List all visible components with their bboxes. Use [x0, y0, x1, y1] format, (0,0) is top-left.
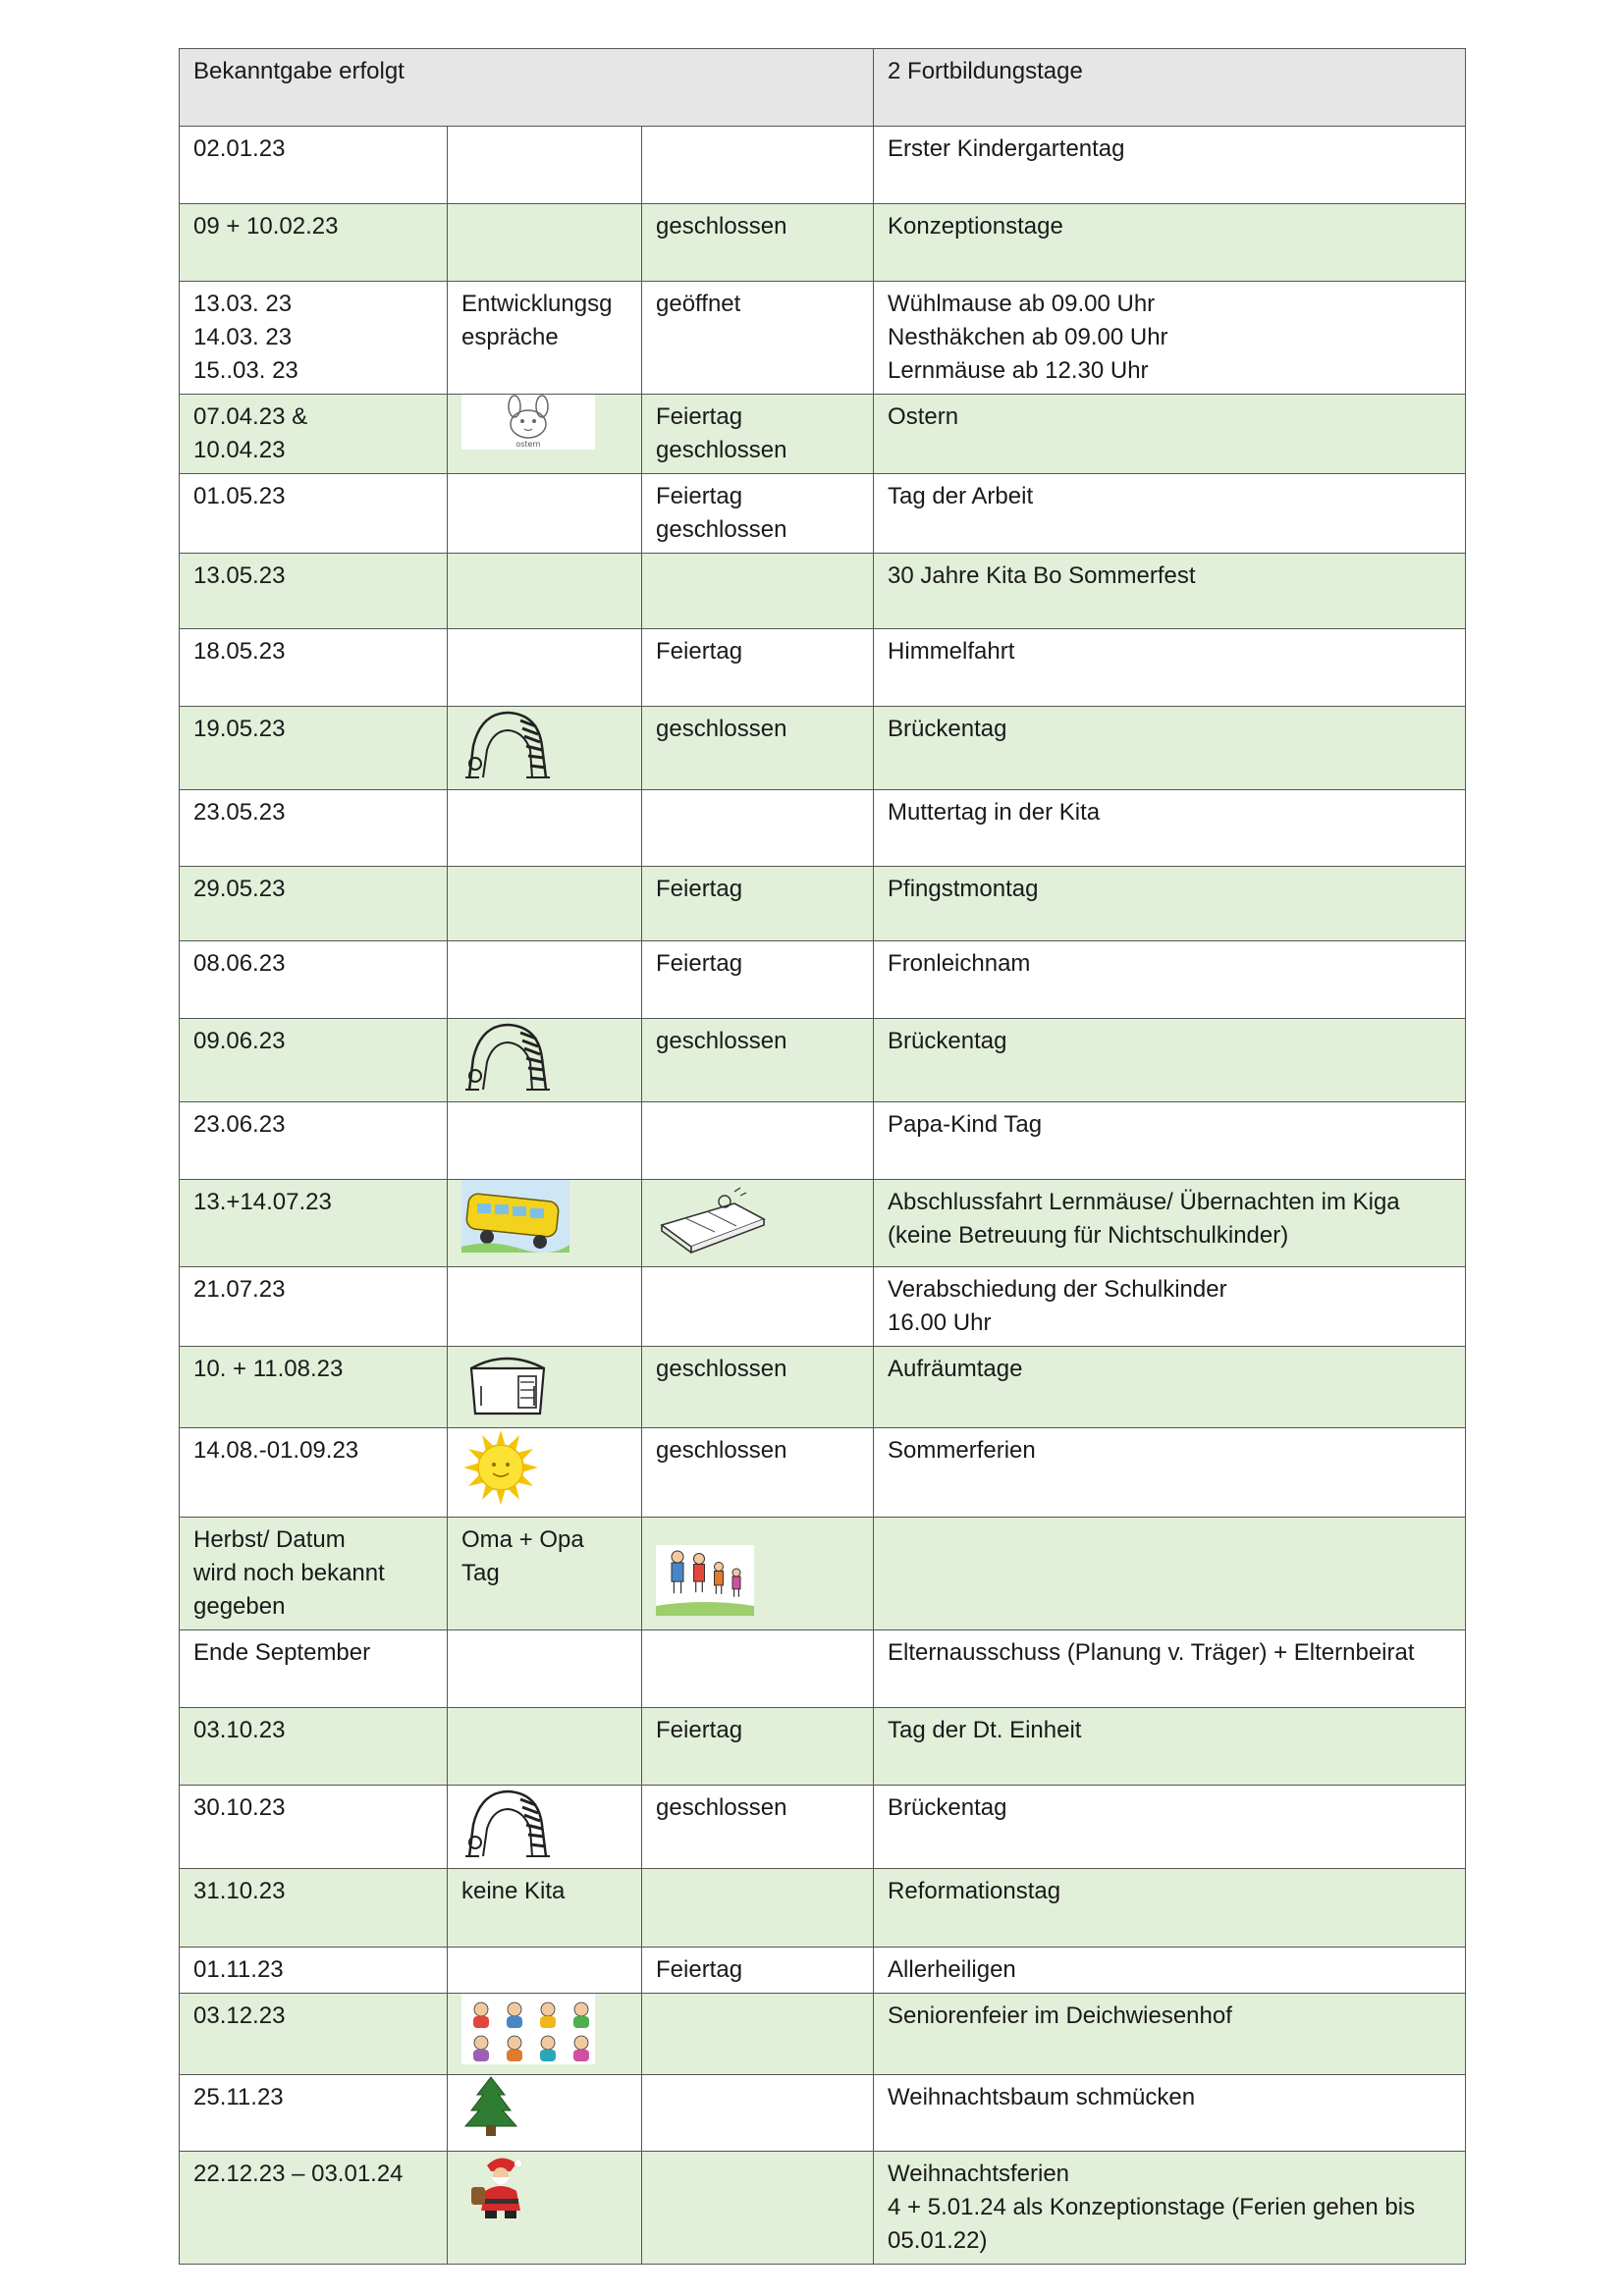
date-cell: [180, 1019, 448, 1102]
event-text: Muttertag in der Kita: [888, 799, 1101, 826]
note-cell: [448, 1786, 642, 1869]
status-cell: [642, 1786, 874, 1869]
date-text: 13.03. 23 14.03. 23 15..03. 23: [193, 291, 298, 384]
date-text: 13.+14.07.23: [193, 1189, 332, 1215]
date-text: 31.10.23: [193, 1878, 286, 1904]
event-text: Papa-Kind Tag: [888, 1111, 1043, 1138]
event-text: 30 Jahre Kita Bo Sommerfest: [888, 562, 1196, 589]
note-cell: [448, 127, 642, 204]
event-text: Sommerferien: [888, 1437, 1036, 1464]
event-cell: [874, 707, 1466, 790]
status-cell: [642, 1869, 874, 1948]
easter-bunny-label: ostern: [515, 440, 541, 449]
status-text: geöffnet: [656, 291, 741, 317]
status-text: geschlossen: [656, 1794, 787, 1821]
table-row: [180, 127, 1466, 204]
event-text: Brückentag: [888, 716, 1007, 742]
date-cell: [180, 1708, 448, 1786]
event-cell: [874, 941, 1466, 1019]
table-row: [180, 204, 1466, 282]
status-cell: [642, 1994, 874, 2075]
bridge-pose-icon: [461, 1786, 627, 1868]
status-cell: [642, 1019, 874, 1102]
table-row: [180, 395, 1466, 474]
note-cell: [448, 790, 642, 867]
date-cell: [180, 474, 448, 554]
event-text: Himmelfahrt: [888, 638, 1015, 665]
event-cell: [874, 204, 1466, 282]
status-cell: [642, 2152, 874, 2265]
event-text: Erster Kindergartentag: [888, 135, 1125, 162]
table-row: [180, 867, 1466, 941]
table-row: [180, 1948, 1466, 1994]
note-cell: [448, 1102, 642, 1180]
table-row: [180, 1267, 1466, 1347]
table-row: [180, 1019, 1466, 1102]
status-cell: [642, 1948, 874, 1994]
status-text: Feiertag: [656, 1717, 743, 1743]
date-cell: [180, 1869, 448, 1948]
note-cell: [448, 1708, 642, 1786]
date-cell: [180, 941, 448, 1019]
header-announcement-cell: Bekanntgabe erfolgt: [180, 49, 874, 127]
date-cell: [180, 127, 448, 204]
family-icon: [656, 1545, 859, 1626]
table-row: [180, 2152, 1466, 2265]
santa-claus-icon: [461, 2152, 627, 2232]
date-cell: [180, 1102, 448, 1180]
bridge-pose-icon: [461, 1019, 627, 1101]
note-cell: [448, 1347, 642, 1428]
event-text: Elternausschuss (Planung v. Träger) + Elternbeirat: [888, 1639, 1415, 1666]
status-text: Feiertag: [656, 950, 743, 977]
event-text: Weihnachtsferien 4 + 5.01.24 als Konzeptionstage (Ferien gehen bis 05.01.22): [888, 2161, 1416, 2254]
date-cell: [180, 204, 448, 282]
note-cell: [448, 941, 642, 1019]
event-cell: [874, 127, 1466, 204]
date-cell: [180, 282, 448, 395]
header-row: [180, 49, 1466, 127]
status-text: geschlossen: [656, 1356, 787, 1382]
note-cell: [448, 282, 642, 395]
date-cell: [180, 1994, 448, 2075]
date-cell: [180, 1267, 448, 1347]
status-text: Feiertag geschlossen: [656, 403, 787, 463]
date-text: 25.11.23: [193, 2084, 284, 2110]
event-text: Pfingstmontag: [888, 876, 1039, 902]
event-cell: [874, 1630, 1466, 1708]
date-cell: [180, 1518, 448, 1630]
date-cell: [180, 867, 448, 941]
event-text: Tag der Arbeit: [888, 483, 1034, 509]
table-row: [180, 707, 1466, 790]
note-cell: [448, 1428, 642, 1518]
event-cell: [874, 554, 1466, 629]
note-cell: [448, 867, 642, 941]
event-calendar-table: [179, 48, 1466, 2265]
date-text: 09.06.23: [193, 1028, 286, 1054]
event-cell: [874, 1267, 1466, 1347]
status-cell: [642, 1518, 874, 1630]
date-text: 30.10.23: [193, 1794, 286, 1821]
date-text: 14.08.-01.09.23: [193, 1437, 359, 1464]
event-cell: [874, 282, 1466, 395]
date-cell: [180, 1180, 448, 1267]
note-cell: [448, 1267, 642, 1347]
date-text: 07.04.23 & 10.04.23: [193, 403, 308, 463]
table-row: [180, 1708, 1466, 1786]
note-cell: [448, 1630, 642, 1708]
table-row: [180, 1994, 1466, 2075]
note-cell: [448, 1994, 642, 2075]
note-cell: [448, 395, 642, 474]
status-cell: [642, 1267, 874, 1347]
status-cell: [642, 790, 874, 867]
note-text: Oma + Opa Tag: [461, 1526, 584, 1586]
status-cell: [642, 2075, 874, 2152]
table-row: [180, 1180, 1466, 1267]
easter-bunny-icon: [461, 395, 627, 459]
date-text: 23.06.23: [193, 1111, 286, 1138]
event-cell: [874, 1428, 1466, 1518]
note-cell: [448, 1948, 642, 1994]
status-text: geschlossen: [656, 1028, 787, 1054]
date-cell: [180, 707, 448, 790]
event-text: Aufräumtage: [888, 1356, 1023, 1382]
date-text: 01.11.23: [193, 1956, 284, 1983]
date-text: 03.12.23: [193, 2002, 286, 2029]
date-text: 08.06.23: [193, 950, 286, 977]
table-row: [180, 554, 1466, 629]
note-text: keine Kita: [461, 1878, 566, 1904]
status-text: Feiertag: [656, 638, 743, 665]
bridge-pose-icon: [461, 707, 627, 789]
status-cell: [642, 395, 874, 474]
header-training-days-cell: 2 Fortbildungstage: [874, 49, 1466, 127]
table-row: [180, 941, 1466, 1019]
event-text: Ostern: [888, 403, 959, 430]
event-text: Seniorenfeier im Deichwiesenhof: [888, 2002, 1232, 2029]
note-cell: [448, 204, 642, 282]
table-row: [180, 1869, 1466, 1948]
table-row: [180, 1347, 1466, 1428]
date-cell: [180, 554, 448, 629]
note-cell: [448, 2152, 642, 2265]
note-cell: [448, 629, 642, 707]
event-text: Verabschiedung der Schulkinder 16.00 Uhr: [888, 1276, 1227, 1336]
date-text: 02.01.23: [193, 135, 286, 162]
event-cell: [874, 867, 1466, 941]
status-cell: [642, 629, 874, 707]
date-cell: [180, 2152, 448, 2265]
event-cell: [874, 1786, 1466, 1869]
date-text: Ende September: [193, 1639, 371, 1666]
date-text: 21.07.23: [193, 1276, 286, 1303]
date-cell: [180, 1347, 448, 1428]
event-cell: [874, 2152, 1466, 2265]
table-row: [180, 1102, 1466, 1180]
date-text: 13.05.23: [193, 562, 286, 589]
children-circle-icon: [461, 1994, 627, 2074]
status-cell: [642, 1180, 874, 1267]
status-cell: [642, 127, 874, 204]
event-cell: [874, 395, 1466, 474]
note-cell: [448, 1869, 642, 1948]
status-cell: [642, 1102, 874, 1180]
event-cell: [874, 1869, 1466, 1948]
table-row: [180, 1428, 1466, 1518]
table-row: [180, 1518, 1466, 1630]
date-cell: [180, 1428, 448, 1518]
table-row: [180, 790, 1466, 867]
event-cell: [874, 790, 1466, 867]
date-cell: [180, 1786, 448, 1869]
event-text: Reformationstag: [888, 1878, 1061, 1904]
note-text: Entwicklungsg espräche: [461, 291, 613, 350]
storage-box-icon: [461, 1347, 627, 1427]
event-cell: [874, 1518, 1466, 1630]
event-cell: [874, 629, 1466, 707]
date-text: 19.05.23: [193, 716, 286, 742]
event-cell: [874, 1708, 1466, 1786]
date-text: 23.05.23: [193, 799, 286, 826]
table-row: [180, 629, 1466, 707]
sleeping-bag-icon: [656, 1186, 859, 1266]
note-cell: [448, 1518, 642, 1630]
event-text: Brückentag: [888, 1028, 1007, 1054]
status-cell: [642, 474, 874, 554]
sun-icon: [461, 1428, 627, 1517]
status-text: geschlossen: [656, 716, 787, 742]
status-text: Feiertag: [656, 1956, 743, 1983]
event-cell: [874, 1102, 1466, 1180]
event-cell: [874, 1994, 1466, 2075]
event-cell: [874, 2075, 1466, 2152]
table-row: [180, 1786, 1466, 1869]
date-cell: [180, 1630, 448, 1708]
event-text: Abschlussfahrt Lernmäuse/ Übernachten im Kiga (keine Betreuung für Nichtschulkinder): [888, 1189, 1400, 1249]
note-cell: [448, 1019, 642, 1102]
status-cell: [642, 707, 874, 790]
date-cell: [180, 1948, 448, 1994]
date-text: 29.05.23: [193, 876, 286, 902]
date-text: 09 + 10.02.23: [193, 213, 339, 240]
school-bus-icon: [461, 1180, 627, 1262]
status-text: geschlossen: [656, 1437, 787, 1464]
status-text: Feiertag: [656, 876, 743, 902]
status-cell: [642, 1708, 874, 1786]
note-cell: [448, 1180, 642, 1267]
event-text: Konzeptionstage: [888, 213, 1063, 240]
status-cell: [642, 282, 874, 395]
status-text: geschlossen: [656, 213, 787, 240]
status-cell: [642, 204, 874, 282]
table-row: [180, 282, 1466, 395]
date-text: 01.05.23: [193, 483, 286, 509]
event-cell: [874, 1180, 1466, 1267]
date-text: 03.10.23: [193, 1717, 286, 1743]
event-text: Allerheiligen: [888, 1956, 1016, 1983]
date-text: 18.05.23: [193, 638, 286, 665]
event-text: Brückentag: [888, 1794, 1007, 1821]
date-cell: [180, 2075, 448, 2152]
christmas-tree-icon: [461, 2075, 627, 2148]
table-row: [180, 2075, 1466, 2152]
date-text: 10. + 11.08.23: [193, 1356, 344, 1382]
note-cell: [448, 554, 642, 629]
status-cell: [642, 1428, 874, 1518]
event-cell: [874, 1948, 1466, 1994]
event-cell: [874, 1347, 1466, 1428]
note-cell: [448, 474, 642, 554]
table-row: [180, 474, 1466, 554]
status-cell: [642, 941, 874, 1019]
date-cell: [180, 629, 448, 707]
status-text: Feiertag geschlossen: [656, 483, 787, 543]
status-cell: [642, 1347, 874, 1428]
event-text: Tag der Dt. Einheit: [888, 1717, 1082, 1743]
event-text: Fronleichnam: [888, 950, 1031, 977]
event-cell: [874, 474, 1466, 554]
status-cell: [642, 554, 874, 629]
table-row: [180, 1630, 1466, 1708]
date-text: Herbst/ Datum wird noch bekannt gegeben: [193, 1526, 385, 1620]
event-cell: [874, 1019, 1466, 1102]
note-cell: [448, 707, 642, 790]
note-cell: [448, 2075, 642, 2152]
event-text: Wühlmause ab 09.00 Uhr Nesthäkchen ab 09.00 Uhr Lernmäuse ab 12.30 Uhr: [888, 291, 1168, 384]
date-text: 22.12.23 – 03.01.24: [193, 2161, 404, 2187]
date-cell: [180, 790, 448, 867]
date-cell: [180, 395, 448, 474]
status-cell: [642, 1630, 874, 1708]
event-text: Weihnachtsbaum schmücken: [888, 2084, 1196, 2110]
status-cell: [642, 867, 874, 941]
